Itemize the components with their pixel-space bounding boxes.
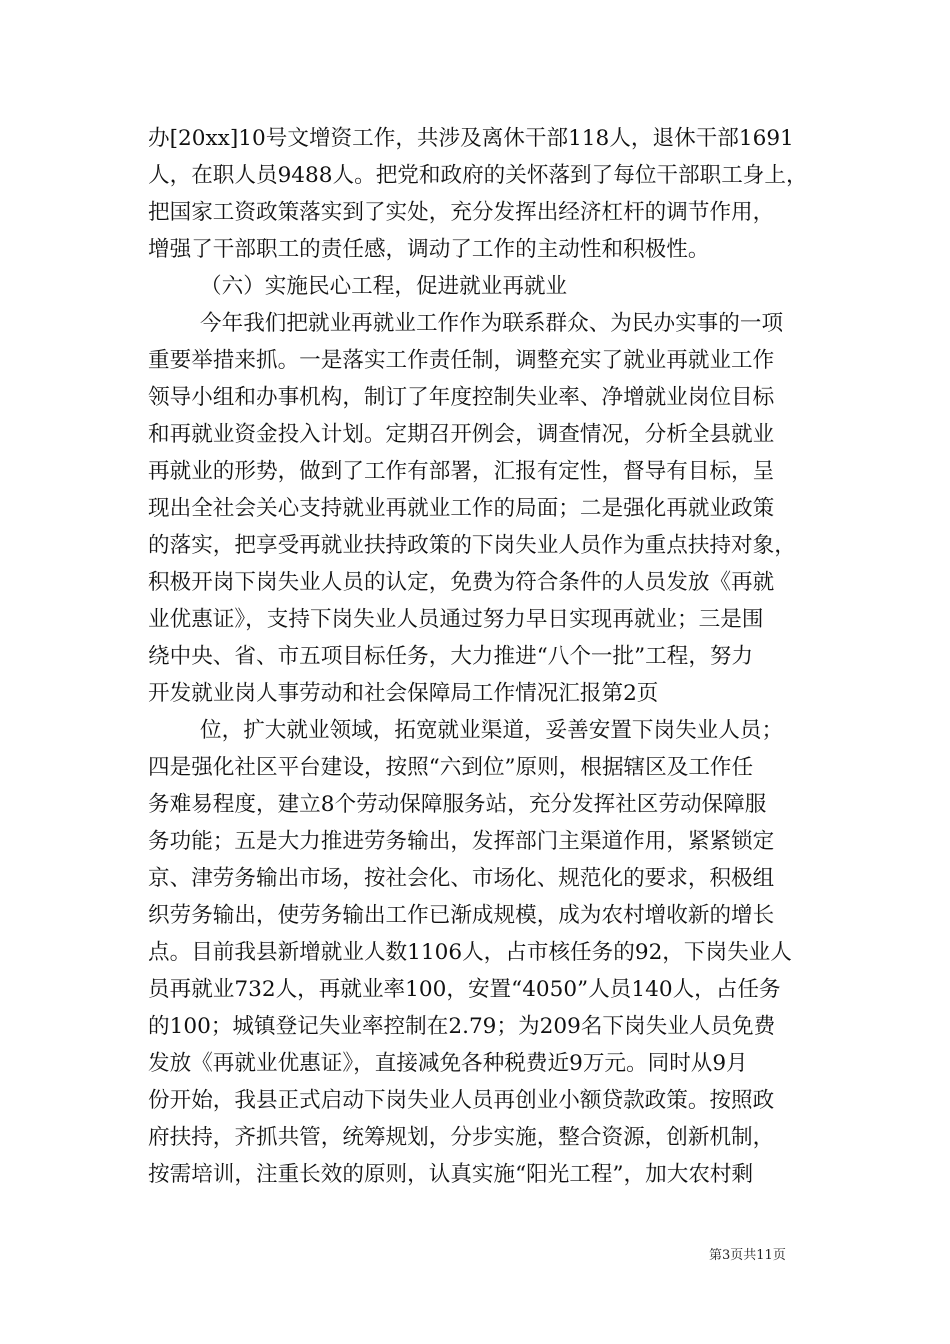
body-text-line: 务功能；五是大力推进劳务输出，发挥部门主渠道作用，紧紧锁定 xyxy=(148,829,775,854)
body-text-line: 四是强化社区平台建设，按照“六到位”原则，根据辖区及工作任 xyxy=(148,755,754,780)
body-text-line: 的100；城镇登记失业率控制在2.79；为209名下岗失业人员免费 xyxy=(148,1014,776,1039)
body-text-line: 办[20xx]10号文增资工作，共涉及离休干部118人，退休干部1691 xyxy=(148,126,794,151)
body-text-line: 开发就业岗人事劳动和社会保障局工作情况汇报第2页 xyxy=(148,681,659,706)
body-text-line: 份开始，我县正式启动下岗失业人员再创业小额贷款政策。按照政 xyxy=(148,1088,775,1113)
body-text-line: 发放《再就业优惠证》，直接减免各种税费近9万元。同时从9月 xyxy=(148,1051,748,1076)
body-text-line: 今年我们把就业再就业工作作为联系群众、为民办实事的一项 xyxy=(200,311,784,336)
body-text-line: 现出全社会关心支持就业再就业工作的局面；二是强化再就业政策 xyxy=(148,496,775,521)
body-text-line: 把国家工资政策落实到了实处，充分发挥出经济杠杆的调节作用， xyxy=(148,200,775,225)
body-text-line: 积极开岗下岗失业人员的认定，免费为符合条件的人员发放《再就 xyxy=(148,570,775,595)
body-text-line: 府扶持，齐抓共管，统筹规划，分步实施，整合资源，创新机制， xyxy=(148,1125,775,1150)
section-heading: （六）实施民心工程，促进就业再就业 xyxy=(200,274,568,299)
body-text-line: 的落实，把享受再就业扶持政策的下岗失业人员作为重点扶持对象， xyxy=(148,533,796,558)
body-text-line: 京、津劳务输出市场，按社会化、市场化、规范化的要求，积极组 xyxy=(148,866,775,891)
body-text-line: 务难易程度，建立8个劳动保障服务站，充分发挥社区劳动保障服 xyxy=(148,792,767,817)
body-text-line: 按需培训，注重长效的原则，认真实施“阳光工程”，加大农村剩 xyxy=(148,1162,754,1187)
body-text-line: 员再就业732人，再就业率100，安置“4050”人员140人，占任务 xyxy=(148,977,781,1002)
body-text-line: 增强了干部职工的责任感，调动了工作的主动性和积极性。 xyxy=(148,237,710,262)
body-text-line: 重要举措来抓。一是落实工作责任制，调整充实了就业再就业工作 xyxy=(148,348,775,373)
body-text-line: 领导小组和办事机构，制订了年度控制失业率、净增就业岗位目标 xyxy=(148,385,775,410)
body-text-line: 点。目前我县新增就业人数1106人，占市核任务的92，下岗失业人 xyxy=(148,940,792,965)
page-number-footer: 第3页共11页 xyxy=(709,1248,786,1263)
body-text-line: 人，在职人员9488人。把党和政府的关怀落到了每位干部职工身上， xyxy=(148,163,808,188)
body-text-line: 绕中央、省、市五项目标任务，大力推进“八个一批”工程，努力 xyxy=(148,644,754,669)
body-text-line: 业优惠证》，支持下岗失业人员通过努力早日实现再就业；三是围 xyxy=(148,607,764,632)
body-text-line: 和再就业资金投入计划。定期召开例会，调查情况，分析全县就业 xyxy=(148,422,775,447)
body-text-line: 再就业的形势，做到了工作有部署，汇报有定性，督导有目标，呈 xyxy=(148,459,775,484)
body-text-line: 织劳务输出，使劳务输出工作已渐成规模，成为农村增收新的增长 xyxy=(148,903,775,928)
body-text-line: 位，扩大就业领域，拓宽就业渠道，妥善安置下岗失业人员； xyxy=(200,718,784,743)
